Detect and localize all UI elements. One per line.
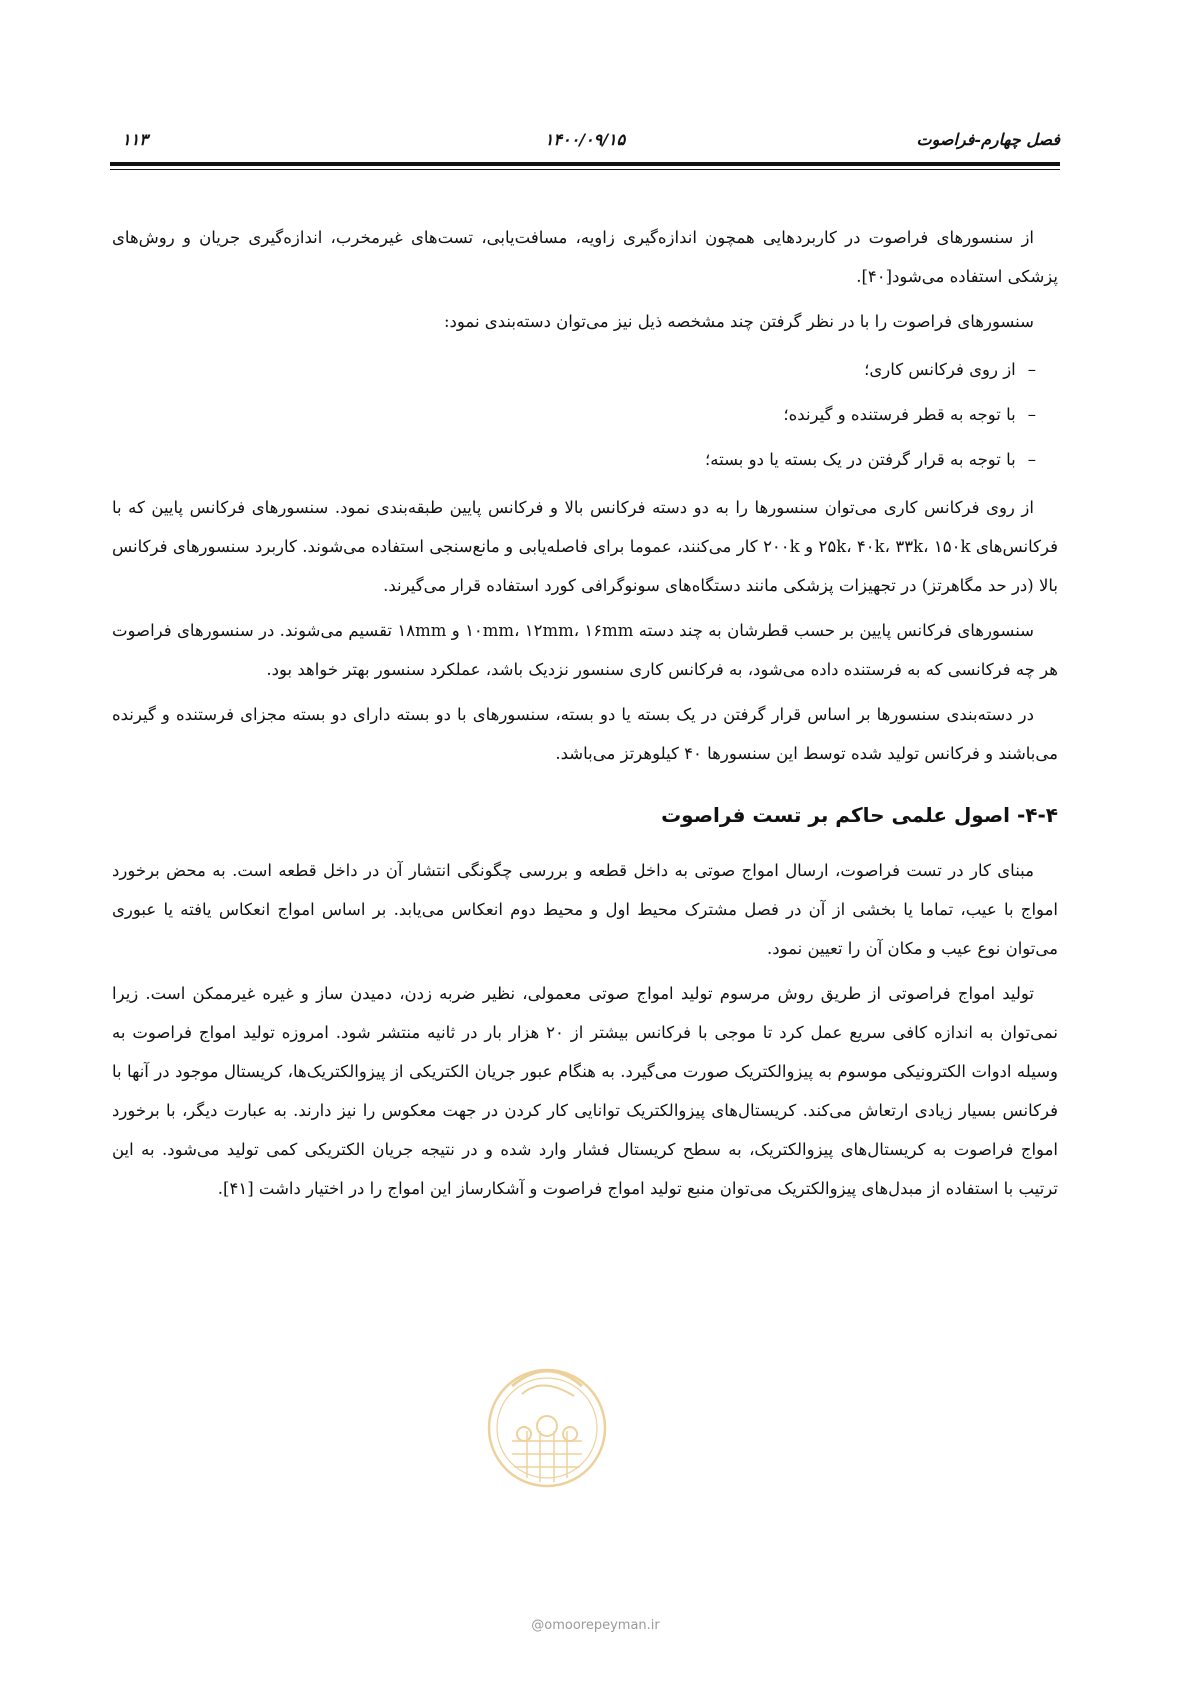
- section-heading: ۴-۴- اصول علمی حاکم بر تست فراصوت: [661, 803, 1058, 827]
- chapter-title: فصل چهارم-فراصوت: [916, 130, 1060, 149]
- page-body: [112, 218, 1058, 1214]
- watermark-seal-icon: [482, 1346, 612, 1496]
- watermark-website: @omoorepeyman.ir: [531, 1618, 660, 1633]
- page-number: ۱۱۳: [122, 130, 148, 149]
- paragraph: مبنای کار در تست فراصوت، ارسال امواج صوتی به داخل قطعه و بررسی چگونگی انتشار آن در داخل قطعه است. به محض برخورد امواج با عیب، تماما یا بخشی از آن در فصل مشترک محیط اول و محیط دوم انعکاس می‌یابد. بر اساس امواج انعکاس یافته یا عبوری می‌توان نوع عیب و مکان آن را تعیین نمود.: [112, 861, 1058, 958]
- watermark-logo: [482, 1346, 612, 1496]
- list-item: – با توجه به قرار گرفتن در یک بسته یا دو بسته؛: [112, 437, 1036, 482]
- paragraph: تولید امواج فراصوتی از طریق روش مرسوم تولید امواج صوتی معمولی، نظیر ضربه زدن، دمیدن ساز و غیره غیرممکن است. زیرا نمی‌توان به اندازه کافی سریع عمل کرد تا موجی با فرکانس بیشتر از ۲۰ هزار بار در ثانیه منتشر شود. امروزه تولید امواج فراصوت به وسیله ادوات الکترونیکی موسوم به پیزوالکتریک صورت می‌گیرد. به هنگام عبور جریان الکتریکی از پیزوالکتریک‌ها، کریستال موجود در آنها با فرکانس بسیار زیادی ارتعاش می‌کند. کریستال‌های پیزوالکتریک توانایی کار کردن در جهت معکوس را نیز دارند. به عبارت دیگر، با برخورد امواج فراصوت به کریستال‌های پیزوالکتریک، به سطح کریستال فشار وارد شده و در نتیجه جریان الکتریکی کمی تولید می‌شود. به این ترتیب با استفاده از مبدل‌های پیزوالکتریک می‌توان منبع تولید امواج فراصوت و آشکارساز این امواج را در اختیار داشت [۴۱].: [112, 984, 1058, 1198]
- paragraph: در دسته‌بندی سنسورها بر اساس قرار گرفتن در یک بسته یا دو بسته، سنسورهای با دو بسته دارای دو بسته مجزای فرستنده و گیرنده می‌باشند و فرکانس تولید شده توسط این سنسورها ۴۰ کیلوهرتز می‌باشد.: [112, 705, 1058, 763]
- page-header: [110, 124, 1060, 152]
- list-item: – با توجه به قطر فرستنده و گیرنده؛: [112, 392, 1036, 437]
- header-rule-thick: [110, 162, 1060, 166]
- header-date: ۱۴۰۰/۰۹/۱۵: [544, 130, 626, 149]
- bullet-list: [112, 347, 1058, 482]
- list-item: – از روی فرکانس کاری؛: [112, 347, 1036, 392]
- paragraph: سنسورهای فرکانس پایین بر حسب قطرشان به چند دسته ۱۰mm، ۱۲mm، ۱۶mm و ۱۸mm تقسیم می‌شوند. در سنسورهای فراصوت هر چه فرکانسی که به فرستنده داده می‌شود، به فرکانس کاری سنسور نزدیک باشد، عملکرد سنسور بهتر خواهد بود.: [112, 621, 1058, 679]
- header-rule-thin: [110, 169, 1060, 170]
- paragraph: از روی فرکانس کاری می‌توان سنسورها را به دو دسته فرکانس بالا و فرکانس پایین طبقه‌بندی نمود. سنسورهای فرکانس پایین که با فرکانس‌های ۲۵k، ۴۰k، ۳۳k، ۱۵۰k و ۲۰۰k کار می‌کنند، عموما برای فاصله‌یابی و مانع‌سنجی استفاده می‌شوند. کاربرد سنسورهای فرکانس بالا (در حد مگاهرتز) در تجهیزات پزشکی مانند دستگاه‌های سونوگرافی کورد استفاده قرار می‌گیرند.: [112, 498, 1059, 595]
- paragraph: از سنسورهای فراصوت در کاربردهایی همچون اندازه‌گیری زاویه، مسافت‌یابی، تست‌های غیرمخرب، اندازه‌گیری جریان و روش‌های پزشکی استفاده می‌شود[۴۰].: [112, 228, 1058, 286]
- paragraph: سنسورهای فراصوت را با در نظر گرفتن چند مشخصه ذیل نیز می‌توان دسته‌بندی نمود:: [443, 312, 1034, 331]
